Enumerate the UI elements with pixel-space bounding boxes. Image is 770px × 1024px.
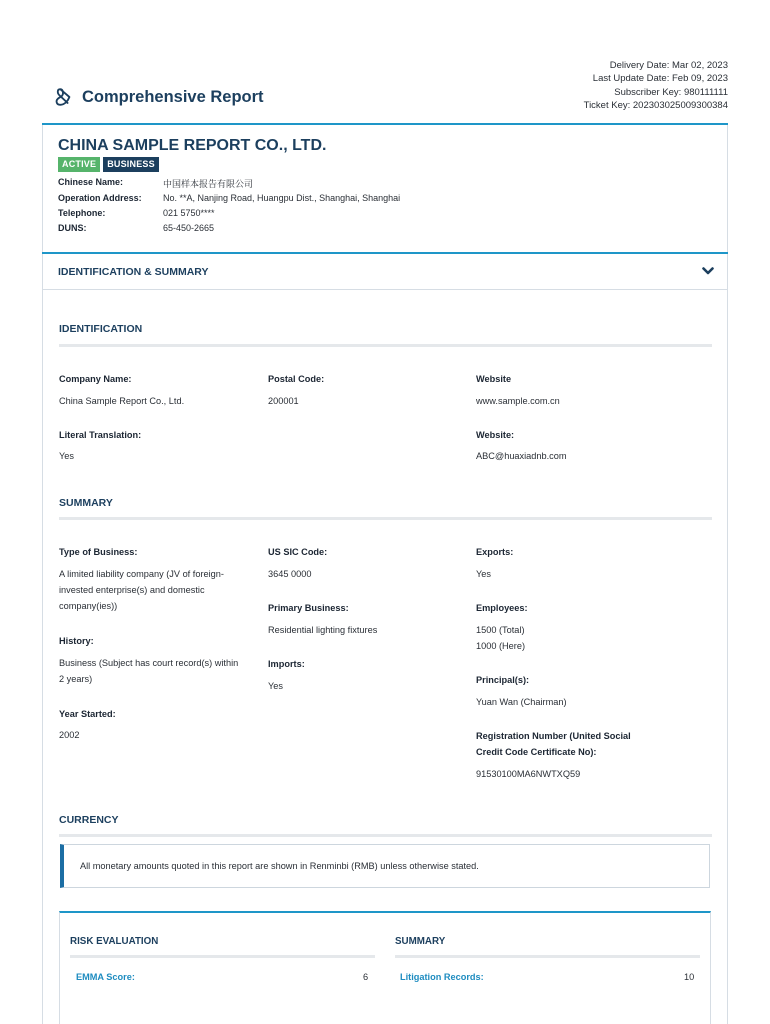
info-value: 中国样本报告有限公司 bbox=[163, 179, 254, 189]
status-badge-active: ACTIVE bbox=[58, 157, 100, 172]
chevron-down-icon[interactable] bbox=[702, 266, 714, 276]
info-label: Operation Address: bbox=[58, 193, 142, 203]
risk-summary-panel bbox=[59, 911, 711, 1024]
litigation-records-label[interactable]: Litigation Records: bbox=[400, 972, 484, 982]
risk-summary-heading: SUMMARY bbox=[395, 936, 446, 947]
info-value: No. **A, Nanjing Road, Huangpu Dist., Shanghai, Shanghai bbox=[163, 193, 401, 203]
registration-number-label: Credit Code Certificate No): bbox=[476, 747, 597, 757]
registration-number-label: Registration Number (United Social bbox=[476, 731, 631, 741]
year-started-value: 2002 bbox=[59, 730, 80, 740]
risk-evaluation-divider bbox=[70, 955, 375, 958]
registration-number-value: 91530100MA6NWTXQ59 bbox=[476, 769, 581, 779]
info-row-operation-address bbox=[58, 193, 400, 203]
report-metadata bbox=[584, 59, 728, 113]
postal-code-value: 200001 bbox=[268, 396, 299, 406]
ticket-key: Ticket Key: 202303025009300384 bbox=[583, 100, 728, 112]
type-of-business-line: invested enterprise(s) and domestic bbox=[59, 585, 205, 595]
report-header bbox=[52, 86, 264, 108]
currency-notice-text: All monetary amounts quoted in this report are shown in Renminbi (RMB) unless otherwise stated. bbox=[80, 861, 479, 871]
literal-translation-value: Yes bbox=[59, 451, 74, 461]
section-title: IDENTIFICATION & SUMMARY bbox=[58, 266, 209, 278]
report-title: Comprehensive Report bbox=[82, 87, 264, 106]
type-of-business-line: A limited liability company (JV of foreign- bbox=[59, 569, 224, 579]
website-value: www.sample.com.cn bbox=[476, 396, 560, 406]
identification-heading: IDENTIFICATION bbox=[59, 323, 143, 335]
type-of-business-line: company(ies)) bbox=[59, 601, 118, 611]
principals-value: Yuan Wan (Chairman) bbox=[476, 697, 567, 707]
summary-heading: SUMMARY bbox=[59, 497, 113, 509]
employees-label: Employees: bbox=[476, 603, 528, 613]
imports-label: Imports: bbox=[268, 659, 305, 669]
employees-line: 1500 (Total) bbox=[476, 625, 525, 635]
info-value: 65-450-2665 bbox=[163, 223, 215, 233]
info-label: DUNS: bbox=[58, 223, 87, 233]
currency-divider bbox=[59, 834, 712, 837]
website-label: Website bbox=[476, 374, 512, 384]
imports-value: Yes bbox=[268, 681, 283, 691]
status-badge-business: BUSINESS bbox=[103, 157, 159, 172]
employees-line: 1000 (Here) bbox=[476, 641, 526, 651]
info-value: 021 5750**** bbox=[163, 208, 215, 218]
website2-label: Website: bbox=[476, 430, 515, 440]
exports-value: Yes bbox=[476, 569, 491, 579]
year-started-label: Year Started: bbox=[59, 709, 116, 719]
principals-label: Principal(s): bbox=[476, 675, 530, 685]
history-line: 2 years) bbox=[59, 674, 93, 684]
us-sic-code-value: 3645 0000 bbox=[268, 569, 312, 579]
emma-score-label[interactable]: EMMA Score: bbox=[76, 972, 135, 982]
last-update-date: Last Update Date: Feb 09, 2023 bbox=[592, 73, 728, 85]
info-row-chinese-name bbox=[58, 177, 253, 190]
summary-divider bbox=[59, 517, 712, 520]
identification-summary-toggle[interactable] bbox=[42, 252, 728, 290]
postal-code-label: Postal Code: bbox=[268, 374, 325, 384]
company-name: CHINA SAMPLE REPORT CO., LTD. bbox=[58, 137, 327, 154]
company-name-label: Company Name: bbox=[59, 374, 132, 384]
status-badges bbox=[58, 157, 159, 172]
literal-translation-label: Literal Translation: bbox=[59, 430, 142, 440]
emma-score-value: 6 bbox=[363, 972, 369, 982]
info-row-telephone bbox=[58, 208, 215, 218]
us-sic-code-label: US SIC Code: bbox=[268, 547, 328, 557]
info-row-duns bbox=[58, 223, 214, 233]
risk-summary-divider bbox=[395, 955, 700, 958]
litigation-records-value: 10 bbox=[684, 972, 695, 982]
identification-divider bbox=[59, 344, 712, 347]
risk-evaluation-heading: RISK EVALUATION bbox=[70, 936, 159, 947]
primary-business-value: Residential lighting fixtures bbox=[268, 625, 378, 635]
currency-heading: CURRENCY bbox=[59, 814, 119, 826]
website2-value: ABC@huaxiadnb.com bbox=[476, 451, 567, 461]
company-name-value: China Sample Report Co., Ltd. bbox=[59, 396, 185, 406]
exports-label: Exports: bbox=[476, 547, 514, 557]
currency-notice bbox=[60, 844, 710, 888]
info-label: Chinese Name: bbox=[58, 177, 124, 187]
info-label: Telephone: bbox=[58, 208, 106, 218]
delivery-date: Delivery Date: Mar 02, 2023 bbox=[609, 60, 728, 71]
history-label: History: bbox=[59, 636, 94, 646]
history-line: Business (Subject has court record(s) within bbox=[59, 658, 239, 668]
ampersand-logo-icon bbox=[52, 86, 74, 108]
type-of-business-label: Type of Business: bbox=[59, 547, 138, 557]
subscriber-key: Subscriber Key: 980111111 bbox=[614, 86, 728, 98]
primary-business-label: Primary Business: bbox=[268, 603, 349, 613]
